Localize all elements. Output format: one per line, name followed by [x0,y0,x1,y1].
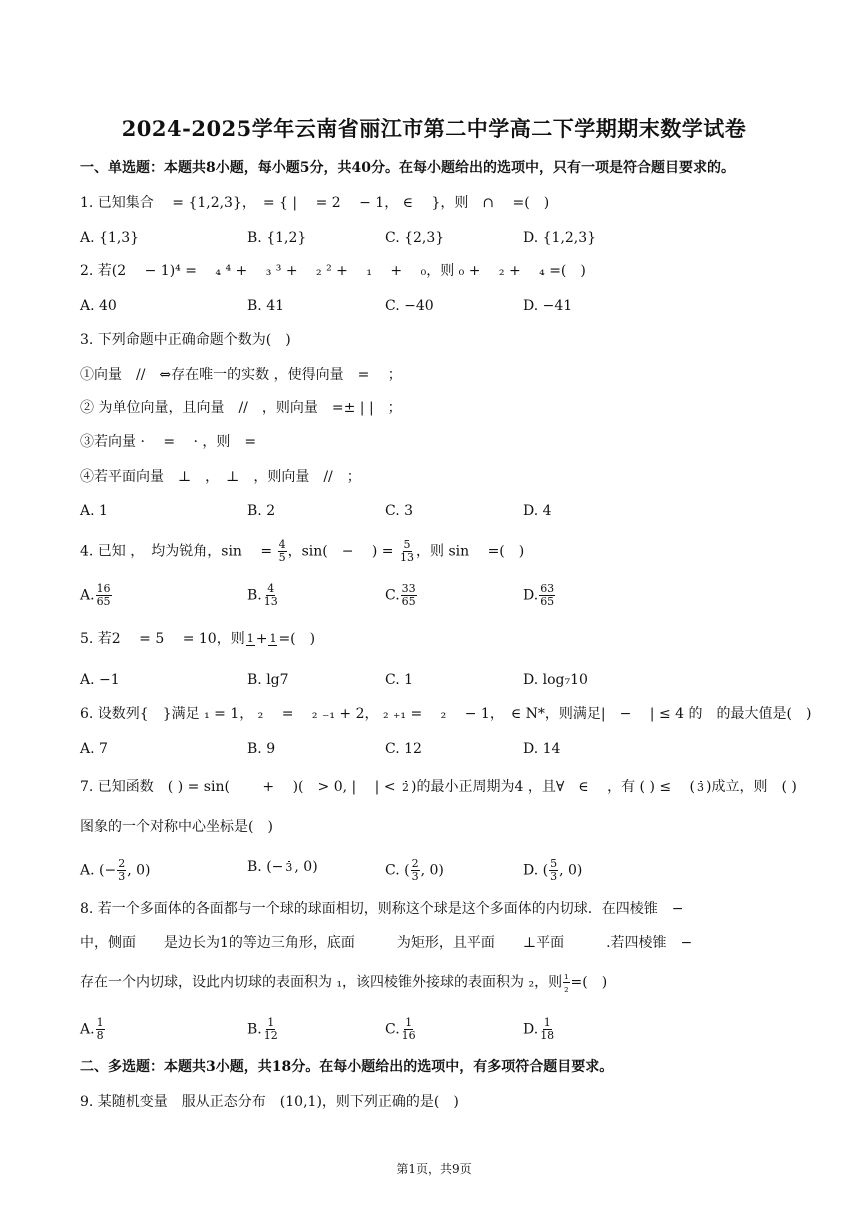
q8-d-fraction [539,1017,555,1042]
q7-f1-den: 2 [402,780,410,794]
q8-option-b [247,1017,280,1042]
q8-c-label: C. [385,1021,400,1038]
q4-d-den: 65 [540,595,555,608]
q4-b-den: 13 [263,595,278,608]
q7-fraction-2 [696,781,705,794]
q5-plus: + [255,631,268,647]
q6-option-a: A. 7 [80,741,108,757]
q8-a-label: A. [80,1021,95,1038]
q4-f2-den: 13 [400,551,414,564]
q3-option-c: C. 3 [385,503,414,519]
q4-c-num: 33 [401,582,416,595]
q8-b-den: 12 [263,1029,278,1042]
q4-c-label: C. [385,587,400,604]
q7-option-a [80,858,150,883]
q2-option-a: A. 40 [80,298,117,314]
q3-option-b: B. 2 [247,503,276,519]
q4-d-num: 63 [540,582,555,595]
question-1-stem: 1. 已知集合 = {1,2,3}， = { | = 2 − 1， ∈ }，则 ∩ =( ) [80,195,550,211]
question-8-stem-line-1: 8. 若一个多面体的各面都与一个球的球面相切，则称这个球是这个多面体的内切球．在四棱锥 − [80,901,684,917]
question-4-stem [80,539,524,564]
q7-b-end: , 0) [294,859,318,875]
section-single-choice-header: 一、单选题：本题共8小题，每小题5分，共40分。在每小题给出的选项中，只有一项是符合题目要求的。 [80,160,735,176]
question-7-stem-line-2: 图象的一个对称中心坐标是( ) [80,819,273,835]
q7-c-end: , 0) [420,862,444,879]
question-9-stem: 9. 某随机变量 服从正态分布 (10,1)，则下列正确的是( ) [80,1094,459,1110]
q5-f1-num: 1 [246,631,254,645]
q7-a-num: 2 [118,857,126,870]
q7-b-fraction [284,861,293,874]
q7-d-num: 5 [550,857,558,870]
q5-stem-part-a: 5. 若2 = 5 = 10，则 [80,631,245,647]
q8-option-d [523,1017,556,1042]
q7-a-den: 3 [118,870,126,883]
q1-option-b: B. {1,2} [247,230,307,246]
q4-f2-num: 5 [403,538,411,551]
q8-d-num: 1 [543,1016,551,1029]
q5-fraction-1 [246,633,255,646]
q4-fraction-2 [399,539,415,564]
q4-b-num: 4 [267,582,275,595]
q4-c-fraction [401,583,417,608]
question-8-stem-line-2: 中，侧面 是边长为1的等边三角形，底面 为矩形，且平面 ⊥平面 .若四棱锥 − [80,935,693,951]
q5-option-a: A. −1 [80,672,120,688]
q8-c-fraction [401,1017,417,1042]
question-7-stem [80,778,797,796]
question-6-stem: 6. 设数列{ }满足 ₁ = 1， ₂ = ₂ ₋₁ + 2， ₂ ₊₁ = ₂ − 1， ∈ N*，则满足| − | ≤ 4 的 的最大值是( ) [80,706,812,722]
q8-a-den: 8 [96,1029,104,1042]
q7-d-den: 3 [550,870,558,883]
q4-option-a [80,583,113,608]
q8-b-num: 1 [267,1016,275,1029]
q7-c-fraction [411,858,420,883]
q7-d-label: D. ( [523,862,549,879]
q4-b-label: B. [247,587,262,604]
q7-c-den: 3 [411,870,419,883]
q5-stem-part-b: =( ) [278,631,316,647]
q4-stem-part-b: ，sin( − ) = [287,543,398,560]
question-2-stem: 2. 若(2 − 1)⁴ = ₄ ⁴ + ₃ ³ + ₂ ² + ₁ + ₀，则 ₀ + ₂ + ₄ =( ) [80,263,586,279]
q5-option-b: B. lg7 [247,672,289,688]
q3-statement-4: ④若平面向量 ⊥ ， ⊥ ，则向量 // ； [80,469,361,485]
q4-f1-num: 4 [278,538,286,551]
q8-d-den: 18 [540,1029,555,1042]
q6-option-d: D. 14 [523,741,561,757]
q8-f1-num: ₁ [564,969,569,982]
q7-b-label: B. (− [247,859,284,875]
q7-d-fraction [549,858,558,883]
q1-option-a: A. {1,3} [80,230,140,246]
q8-c-den: 16 [401,1029,416,1042]
q4-option-c [385,583,418,608]
q3-statement-3: ③若向量 · = · ，则 = [80,434,257,450]
q5-option-d: D. log₇10 [523,672,588,688]
q7-a-label: A. (− [80,862,117,879]
q3-statement-2: ② 为单位向量，且向量 // ，则向量 =± | | ； [80,400,402,416]
q8-b-fraction [263,1017,279,1042]
q5-option-c: C. 1 [385,672,414,688]
q8-stem-part-b: =( ) [570,974,608,991]
q6-option-b: B. 9 [247,741,276,757]
q7-stem-part-a: 7. 已知函数 ( ) = sin( + )( > 0, | | < [80,779,401,795]
question-5-stem [80,630,315,648]
section-multi-choice-header: 二、多选题：本题共3小题，共18分。在每小题给出的选项中，有多项符合题目要求。 [80,1059,614,1075]
question-8-stem-line-3 [80,970,607,995]
q4-d-label: D. [523,587,539,604]
q4-fraction-1 [278,539,287,564]
page-footer: 第1页，共9页 [396,1162,472,1176]
q4-b-fraction [263,583,279,608]
q7-d-end: , 0) [559,862,583,879]
q2-option-d: D. −41 [523,298,573,314]
q4-stem-part-a: 4. 已知 ， 均为锐角，sin = [80,543,277,560]
q4-a-fraction [96,583,112,608]
q2-option-b: B. 41 [247,298,285,314]
q8-stem-part-a: 存在一个内切球，设此内切球的表面积为 ₁，该四棱锥外接球的表面积为 ₂，则 [80,974,563,991]
q4-option-d [523,583,556,608]
q4-d-fraction [539,583,555,608]
q7-stem-part-c: )成立，则 ( ) [706,779,797,795]
q1-option-c: C. {2,3} [385,230,445,246]
q7-option-b [247,858,318,876]
q8-fraction [563,970,569,995]
q8-a-fraction [96,1017,105,1042]
q7-stem-part-b: )的最小正周期为4 ，且∀ ∈ ，有 ( ) ≤ ( [411,779,696,795]
q4-a-label: A. [80,587,95,604]
q8-option-c [385,1017,418,1042]
q7-f2-den: 3 [697,780,705,794]
q7-a-fraction [117,858,126,883]
q8-d-label: D. [523,1021,539,1038]
q8-f1-den: ₂ [564,982,569,995]
q7-option-c [385,858,444,883]
q7-a-end: , 0) [127,862,151,879]
q4-option-b [247,583,280,608]
q8-option-a [80,1017,106,1042]
q8-c-num: 1 [405,1016,413,1029]
q5-fraction-2 [268,633,277,646]
question-3-stem: 3. 下列命题中正确命题个数为( ) [80,332,291,348]
q7-c-num: 2 [411,857,419,870]
q3-statement-1: ①向量 // ⇔存在唯一的实数 ，使得向量 = ； [80,367,402,383]
q1-option-d: D. {1,2,3} [523,230,597,246]
q7-fraction-1 [401,781,410,794]
q4-a-num: 16 [96,582,111,595]
q8-b-label: B. [247,1021,262,1038]
q3-option-d: D. 4 [523,503,552,519]
q7-option-d [523,858,582,883]
exam-title: 2024-2025学年云南省丽江市第二中学高二下学期期末数学试卷 [121,116,747,141]
q5-f2-num: 1 [269,631,277,645]
q8-a-num: 1 [96,1016,104,1029]
q3-option-a: A. 1 [80,503,108,519]
q4-c-den: 65 [401,595,416,608]
q2-option-c: C. −40 [385,298,434,314]
q4-f1-den: 5 [278,551,286,564]
q7-b-den: 3 [285,860,293,874]
q6-option-c: C. 12 [385,741,422,757]
q7-c-label: C. ( [385,862,410,879]
q4-stem-part-c: ，则 sin =( ) [416,543,525,560]
q4-a-den: 65 [96,595,111,608]
